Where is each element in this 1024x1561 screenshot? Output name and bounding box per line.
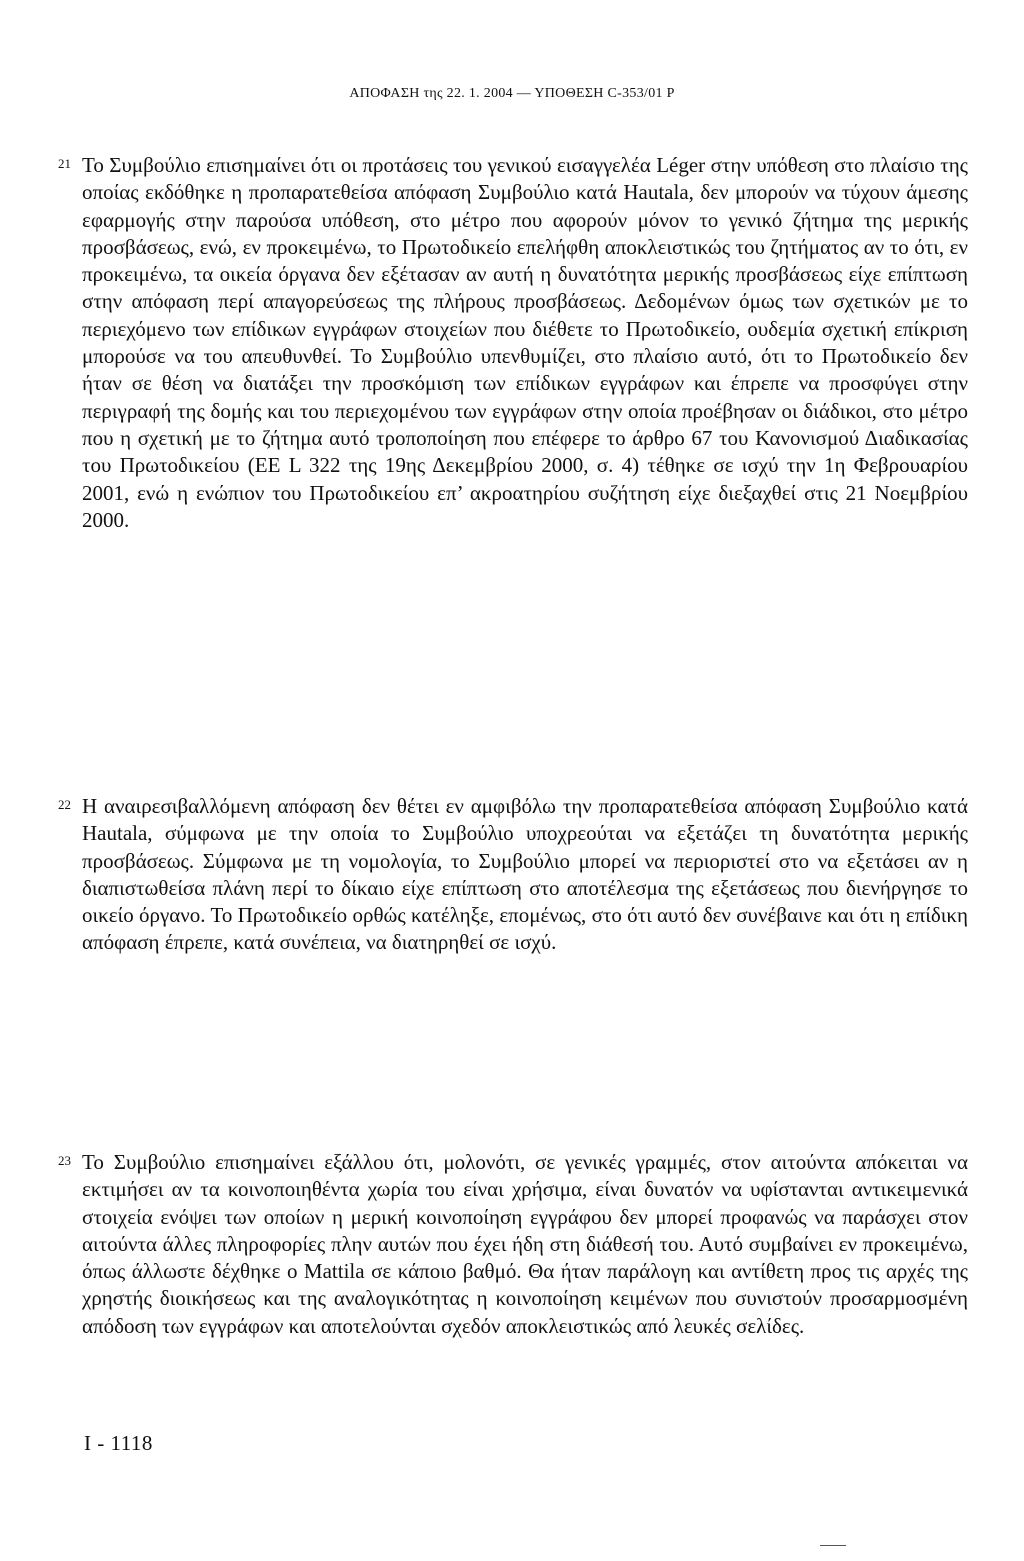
paragraph-number: 21: [58, 156, 71, 171]
paragraph-22: [38, 793, 968, 957]
paragraph-text: Το Συμβούλιο επισημαίνει εξάλλου ότι, μολονότι, σε γενικές γραμμές, στον αιτούντα απόκειται να εκτιμήσει αν τα κοινοποιηθέντα χωρία του είναι χρήσιμα, είναι δυνατόν να υφίστανται αντικειμενικά στοιχεία ενόψει των οποίων η μερική κοινοποίηση εγγράφου δεν μπορεί προφανώς να παράσχει στον αιτούντα άλλες πληροφορίες πλην αυτών που έχει ήδη στη διάθεσή του. Αυτό συμβαίνει εν προκειμένω, όπως άλλωστε δέχθηκε ο Mattila σε κάποιο βαθμό. Θα ήταν παράλογη και αντίθετη προς τις αρχές της χρηστής διοικήσεως και της αναλογικότητας η κοινοποίηση κειμένων που συνιστούν προσαρμοσμένη απόδοση των εγγράφων και αποτελούνται σχεδόν αποκλειστικώς από λευκές σελίδες.: [82, 1150, 968, 1338]
scan-mark: [820, 1545, 846, 1546]
paragraph-number: 23: [58, 1153, 71, 1168]
paragraph-21: [38, 152, 968, 534]
paragraph-text: Η αναιρεσιβαλλόμενη απόφαση δεν θέτει εν αμφιβόλω την προπαρατεθείσα απόφαση Συμβούλιο κατά Hautala, σύμφωνα με την οποία το Συμβούλιο υποχρεούται να εξετάζει τη δυνατότητα μερικής προσβάσεως. Σύμφωνα με τη νομολογία, το Συμβούλιο μπορεί να περιοριστεί στο να εξετάσει αν η διαπιστωθείσα πλάνη περί το δίκαιο είχε επίπτωση στο αποτέλεσμα της εξετάσεως που διενήργησε το οικείο όργανο. Το Πρωτοδικείο ορθώς κατέληξε, επομένως, στο ότι αυτό δεν συνέβαινε και ότι η επίδικη απόφαση έπρεπε, κατά συνέπεια, να διατηρηθεί σε ισχύ.: [82, 794, 968, 955]
paragraph-text: Το Συμβούλιο επισημαίνει ότι οι προτάσεις του γενικού εισαγγελέα Léger στην υπόθεση στο πλαίσιο της οποίας εκδόθηκε η προπαρατεθείσα απόφαση Συμβούλιο κατά Hautala, δεν μπορούν να τύχουν άμεσης εφαρμογής στην παρούσα υπόθεση, στο μέτρο που αφορούν μόνον το γενικό ζήτημα της μερικής προσβάσεως, ενώ, εν προκειμένω, το Πρωτοδικείο επελήφθη αποκλειστικώς του ζητήματος αν το ότι, εν προκειμένω, τα οικεία όργανα δεν εξέτασαν αν αυτή η δυνατότητα μερικής προσβάσεως είχε επίπτωση στην απόφαση περί απαγορεύσεως της πλήρους προσβάσεως. Δεδομένων όμως των σχετικών με το περιεχόμενο των επίδικων εγγράφων στοιχείων που διέθετε το Πρωτοδικείο, ουδεμία σχετική επίκριση μπορούσε να του απευθυνθεί. Το Συμβούλιο υπενθυμίζει, στο πλαίσιο αυτό, ότι το Πρωτοδικείο δεν ήταν σε θέση να διατάξει την προσκόμιση των επίδικων εγγράφων και έπρεπε να προσφύγει στην περιγραφή της δομής και του περιεχομένου των εγγράφων στην οποία προέβησαν οι διάδικοι, στο μέτρο που η σχετική με το ζήτημα αυτό τροποποίηση που επέφερε το άρθρο 67 του Κανονισμού Διαδικασίας του Πρωτοδικείου (ΕΕ L 322 της 19ης Δεκεμβρίου 2000, σ. 4) τέθηκε σε ισχύ την 1η Φεβρουαρίου 2001, ενώ η ενώπιον του Πρωτοδικείου επ’ ακροατηρίου συζήτηση είχε διεξαχθεί στις 21 Νοεμβρίου 2000.: [82, 153, 968, 532]
page-number: I - 1118: [84, 1431, 153, 1455]
paragraph-number: 22: [58, 797, 71, 812]
running-header: ΑΠΟΦΑΣΗ της 22. 1. 2004 — ΥΠΟΘΕΣΗ C-353/01 P: [349, 86, 675, 101]
paragraph-23: [38, 1149, 968, 1340]
